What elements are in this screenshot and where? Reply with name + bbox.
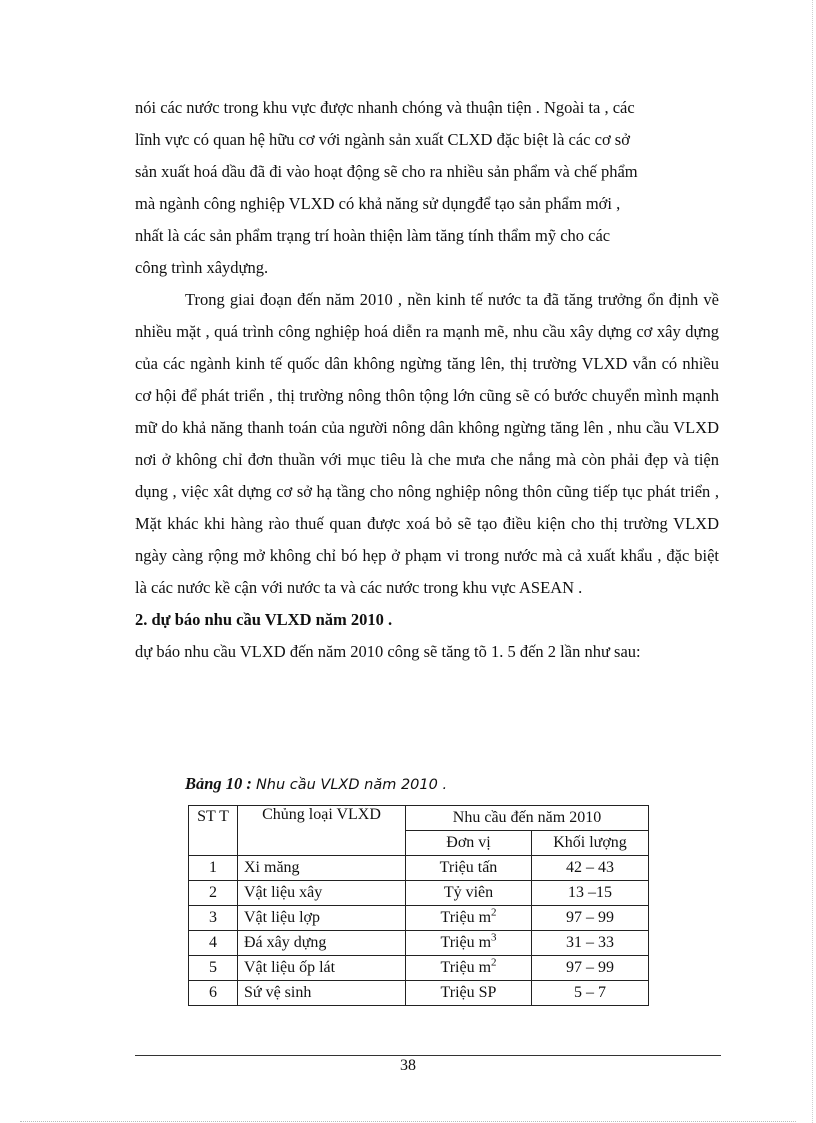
unit-text: Tỷ viên — [443, 884, 494, 901]
unit-superscript: 3 — [491, 931, 497, 944]
cell-stt: 4 — [189, 931, 238, 956]
page-edge-right — [812, 0, 813, 1123]
cell-volume: 42 – 43 — [532, 856, 649, 881]
cell-volume: 13 –15 — [532, 881, 649, 906]
unit-text: Triệu SP — [440, 984, 497, 1001]
cell-unit — [406, 881, 532, 906]
cell-unit — [406, 906, 532, 931]
header-stt: ST T — [189, 806, 238, 856]
header-unit: Đơn vị — [406, 831, 532, 856]
cell-volume: 97 – 99 — [532, 906, 649, 931]
unit-superscript: 2 — [491, 906, 497, 919]
header-type: Chủng loại VLXD — [238, 806, 406, 856]
unit-text: Triệu m — [440, 934, 492, 951]
cell-unit — [406, 956, 532, 981]
unit-superscript: 2 — [491, 956, 497, 969]
table-row — [189, 931, 649, 956]
paragraph-market-outlook: Trong giai đoạn đến năm 2010 , nền kinh tế nước ta đã tăng trưởng ổn định về nhiều mặt , quá trình công nghiệp hoá diễn ra mạnh mẽ, nhu cầu xây dựng cơ xây dựng của các ngành kinh tế quốc dân không ngừng tăng lên, thị trường VLXD vẫn có nhiều cơ hội để phát triển , thị trường nông thôn tộng lớn cũng sẽ có bước chuyển mình mạnh mữ do khả năng thanh toán của người nông dân không ngừng tăng lên , nhu cầu VLXD nơi ở không chỉ đơn thuần với mục tiêu là che mưa che nắng mà còn phải đẹp và tiện dụng , việc xât dựng cơ sở hạ tầng cho nông nghiệp nông thôn cũng tiếp tục phát triển , Mặt khác khi hàng rào thuế quan được xoá bỏ sẽ tạo điều kiện cho thị trường VLXD ngày càng rộng mở không chỉ bó hẹp ở phạm vi trong nước mà cả xuất khẩu , đặc biệt là các nước kề cận với nước ta và các nước trong khu vực ASEAN . — [135, 290, 719, 597]
cell-type: Sứ vệ sinh — [238, 981, 406, 1006]
text-line: nói các nước trong khu vực được nhanh chóng và thuận tiện . Ngoài ta , các — [135, 98, 635, 117]
text-line: công trình xâydựng. — [135, 258, 269, 277]
unit-text: Triệu m — [440, 909, 492, 926]
header-group: Nhu cầu đến năm 2010 — [406, 806, 649, 831]
page-number: 38 — [400, 1057, 416, 1074]
footer-divider — [135, 1055, 721, 1056]
cell-volume: 5 – 7 — [532, 981, 649, 1006]
table-row — [189, 906, 649, 931]
cell-type: Vật liệu xây — [238, 881, 406, 906]
text-line: sản xuất hoá dầu đã đi vào hoạt động sẽ cho ra nhiều sản phẩm và chế phẩm — [135, 162, 638, 181]
table-row — [189, 856, 649, 881]
cell-unit — [406, 856, 532, 881]
cell-unit — [406, 981, 532, 1006]
cell-type: Vật liệu ốp lát — [238, 956, 406, 981]
table-row — [189, 956, 649, 981]
cell-volume: 97 – 99 — [532, 956, 649, 981]
cell-unit — [406, 931, 532, 956]
page-body — [135, 92, 719, 668]
paragraph-continuation — [135, 92, 719, 284]
table-caption-text: Nhu cầu VLXD năm 2010 . — [255, 777, 448, 793]
table-row — [189, 981, 649, 1006]
cell-stt: 3 — [189, 906, 238, 931]
section-heading: 2. dự báo nhu cầu VLXD năm 2010 . — [135, 610, 393, 629]
paragraph-forecast-intro: dự báo nhu cầu VLXD đến năm 2010 công sẽ tăng tõ 1. 5 đến 2 lần như sau: — [135, 642, 641, 661]
table-caption — [185, 774, 447, 794]
text-line: mà ngành công nghiệp VLXD có khả năng sử dụngđể tạo sản phẩm mới , — [135, 194, 621, 213]
cell-volume: 31 – 33 — [532, 931, 649, 956]
page-edge-bottom — [20, 1121, 796, 1122]
unit-text: Triệu m — [440, 959, 492, 976]
cell-stt: 6 — [189, 981, 238, 1006]
unit-text: Triệu tấn — [439, 859, 498, 876]
text-line: lĩnh vực có quan hệ hữu cơ với ngành sản xuất CLXD đặc biệt là các cơ sở — [135, 130, 630, 149]
cell-stt: 5 — [189, 956, 238, 981]
cell-type: Đá xây dựng — [238, 931, 406, 956]
cell-stt: 2 — [189, 881, 238, 906]
table-header-row — [189, 806, 649, 831]
cell-type: Vật liệu lợp — [238, 906, 406, 931]
text-line: nhất là các sản phẩm trạng trí hoàn thiện làm tăng tính thẩm mỹ cho các — [135, 226, 611, 245]
table-row — [189, 881, 649, 906]
cell-type: Xi măng — [238, 856, 406, 881]
header-volume: Khối lượng — [532, 831, 649, 856]
demand-table — [188, 805, 649, 1006]
cell-stt: 1 — [189, 856, 238, 881]
table-caption-label: Bảng 10 : — [185, 774, 252, 793]
